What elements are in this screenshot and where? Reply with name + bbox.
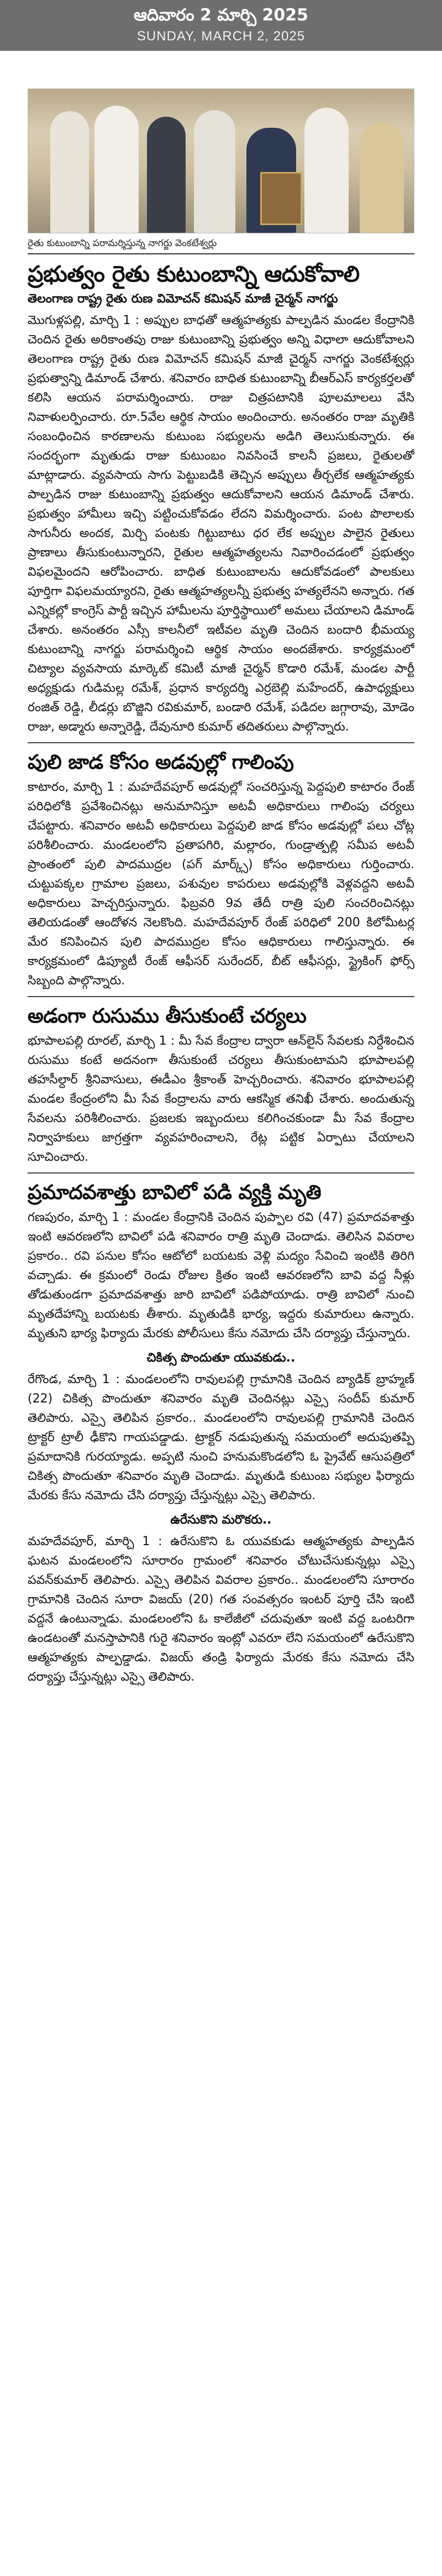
date-english: SUNDAY, MARCH 2, 2025 [136,29,306,44]
section-subhead: ఉరేసుకొని మరొకరు.. [170,1513,272,1527]
subheadline: తెలంగాణ రాష్ట్ర రైతు రుణ విమోచన్ కమిషన్ మాజీ చైర్మన్ నాగర్జు [28,292,338,306]
divider [28,996,414,997]
mini-section-treatment [28,1349,414,1505]
mini-section-suicide [28,1511,414,1687]
divider [28,742,414,743]
article-body: మొగుళ్లపల్లి, మార్చి 1 : అప్పుల బాధతో ఆత్మహత్యకు పాల్పడిన మండల కేంద్రానికి చెందిన రైతు అరికాంతపు రాజు కుటుంబాన్ని ప్రభుత్వం అన్ని విధాలా ఆదుకోవాలని తెలంగాణ రాష్ట్ర రైతు రుణ విమోచన్ కమిషన్ మాజీ చైర్మన్ నాగర్జు వెంకటేశ్వర్లు ప్రభుత్వాన్ని డిమాండ్ చేశారు. శనివారం బాధిత కుటుంబాన్ని బీఆర్ఎస్ కార్యకర్తలతో కలిసి ఆయన పరామర్శించారు. రాజు చిత్రపటానికి పూలమాలలు వేసి నివాళులర్పించారు. రూ.5వేల ఆర్థిక సాయం అందించారు. అనంతరం రాజు మృతికి సంబంధించిన కారణాలను కుటుంబ సభ్యులను అడిగి తెలుసుకున్నారు. ఈ సందర్భంగా మృతుడు రాజు కుటుంబం నివసించే కాలనీ ప్రజలు, రైతులతో మాట్లాడారు. వ్యవసాయ సాగు పెట్టుబడికి తెచ్చిన అప్పులు తీర్చలేక ఆత్మహత్యకు పాల్పడిన రాజు కుటుంబాన్ని ప్రభుత్వం ఆదుకోవాలని ఆయన డిమాండ్ చేశారు. ప్రభుత్వం హామీలు ఇచ్చి పట్టించుకోవడం లేదని విమర్శించారు. పంట పొలాలకు సాగునీరు అందక, మిర్చి పంటకు గిట్టుబాటు ధర లేక అప్పుల పాలైన రైతులు ప్రాణాలు తీసుకుంటున్నారని, రైతుల ఆత్మహత్యలను నివారించడంలో ప్రభుత్వం విఫలమైందని ఆరోపించారు. బాధిత కుటుంబాలను ఆదుకోవడంలో పాలకులు పూర్తిగా విఫలమయ్యారని, రైతు ఆత్మహత్యలన్నీ ప్రభుత్వ హత్యలేనని అన్నారు. గత ఎన్నికల్లో కాంగ్రెస్ పార్టీ ఇచ్చిన హామీలను పూర్తిస్థాయిలో అమలు చేయాలని డిమాండ్ చేశారు. అనంతరం ఎస్సీ కాలనీలో ఇటీవల మృతి చెందిన బందారి భీమయ్య కుటుంబాన్ని నాగర్జు పరామర్శించి ఆర్థిక సాయం అందజేశారు. కార్యక్రమంలో చిట్యాల వ్యవసాయ మార్కెట్ కమిటీ మాజీ చైర్మన్ కొడారి రమేశ్, మండల పార్టీ అధ్యక్షుడు గుడిమల్ల రమేశ్, ప్రధాన కార్యదర్శి ఎర్రబెల్లి మహేందర్, ఉపాధ్యక్షులు రంజిత్ రెడ్డి, లీడర్లు బొజ్జిని రవికుమార్, బండారి రమేశ్, పడిదల జగ్గారావు, మోడెం రాజు, అడ్మారు అన్నారెడ్డి, దేవునూరి కుమార్ తదితరులు పాల్గొన్నారు. [28,314,414,734]
article-tiger [28,749,414,990]
headline: పులి జాడ కోసం అడవుల్లో గాలింపు [28,751,294,774]
headline: అడంగా రుసుము తీసుకుంటే చర్యలు [28,1005,307,1028]
article-meeseva [28,1003,414,1167]
section-subhead: చికిత్స పొందుతూ యువకుడు.. [146,1351,296,1365]
divider [28,1172,414,1174]
date-telugu: ఆదివారం 2 మార్చి 2025 [133,6,308,25]
divider [28,253,414,254]
article-body: భూపాలపల్లి రూరల్, మార్చి 1 : మీ సేవ కేంద్రాల ద్వారా ఆన్‌లైన్ సేవలకు నిర్దేశించిన రుసుము కంటే అదనంగా తీసుకుంటే చర్యలు తీసుకుంటామని భూపాలపల్లి తహసీల్దార్ శ్రీనివాసులు, ఈడీఎం శ్రీకాంత్ హెచ్చరించారు. శనివారం భూపాలపల్లి మండల కేంద్రంలోని మీ సేవ కేంద్రాలను వారు ఆకస్మిక తనిఖీ చేశారు. అందుతున్న సేవలను పరిశీలించారు. ప్రజలకు ఇబ్బందులు కలిగించకుండా మీ సేవ కేంద్రాల నిర్వాహకులు జాగ్రత్తగా వ్యవహరించాలని, రేట్ల పట్టిక ఏర్పాటు చేయాలని సూచించారు. [28,1034,414,1164]
photo-caption: రైతు కుటుంబాన్ని పరామర్శిస్తున్న నాగర్జు వెంకటేశ్వర్లు [28,238,217,249]
article-body: కాటారం, మార్చి 1 : మహదేవపూర్ అడవుల్లో సంచరిస్తున్న పెద్దపులి కాటారం రేంజ్ పరిధిలోకి ప్రవేశించినట్లు అనుమానిస్తూ అటవీ అధికారులు గాలింపు చర్యలు చేపట్టారు. శనివారం అటవీ అధికారులు పెద్దపులి జాడ కోసం అడవుల్లో పలు చోట్ల పరిశీలించారు. మండలంలోని ప్రతాపగిరి, మల్లారం, గుండ్రాత్పల్లి సమీప అటవీ ప్రాంతంలో పులి పాదముద్రల (పగ్ మార్క్స్) కోసం అధికారులు గుర్తించారు. చుట్టుపక్కల గ్రామాల ప్రజలు, పశువుల కాపరులు అడవుల్లోకి వెళ్లవద్దని అటవీ అధికారులు హెచ్చరిస్తున్నారు. ఫిబ్రవరి 9వ తేదీ రాత్రి పులి సంచరించినట్లు తెలియడంతో ఆందోళన నెలకొంది. మహదేవపూర్ రేంజ్ పరిధిలో 200 కిలోమీటర్ల మేర కనిపించిన పులి పాదముద్రల కోసం ఆధికారులు గాలిస్తున్నారు. ఈ కార్యక్రమంలో డిప్యూటీ రేంజ్ ఆఫీసర్ సురేందర్, బీట్ ఆఫీసర్లు, స్ట్రైకింగ్ ఫోర్స్ సిబ్బంది పాల్గొన్నారు. [28,780,414,988]
article-body: రేగొండ, మార్చి 1 : మండలంలోని రావులపల్లి గ్రామానికి చెందిన బ్యాడిక్ బ్రాహ్మణ్ (22) చికిత్స పొందుతూ శనివారం మృతి చెందినట్లు ఎస్సై సందీప్ కుమార్ తెలిపారు. ఎస్సై తెలిపిన ప్రకారం.. మండలంలోని రావులపల్లి గ్రామానికి చెందిన ట్రాక్టర్ ట్రాలీ ఢీకొని గాయపడ్డాడు. ట్రాక్టర్ నడుపుతున్న సమయంలో అదుపుతప్పి ప్రమాదానికి గురయ్యాడు. అప్పటి నుంచి హనుమకొండలోని ఓ ప్రైవేట్ ఆసుపత్రిలో చికిత్స పొందుతూ శనివారం మృతి చెందాడు. మృతుడి కుటుంబ సభ్యుల ఫిర్యాదు మేరకు కేసు నమోదు చేసి దర్యాప్తు చేస్తున్నట్లు ఎస్సై తెలిపారు. [28,1373,414,1503]
article-farmer [28,260,414,737]
news-column [28,88,414,2575]
headline: ప్రమాదవశాత్తు బావిలో పడి వ్యక్తి మృతి [28,1181,322,1204]
headline: ప్రభుత్వం రైతు కుటుంబాన్ని ఆదుకోవాలి [28,262,360,287]
article-well [28,1179,414,1343]
date-banner [0,0,442,51]
article-body: మహదేవపూర్, మార్చి 1 : ఉరేసుకొని ఓ యువకుడు ఆత్మహత్యకు పాల్పడిన ఘటన మండలంలోని సూరారం గ్రామంలో శనివారం చోటుచేసుకున్నట్లు ఎస్సై పవన్‌కుమార్ తెలిపారు. ఎస్సై తెలిపిన వివరాల ప్రకారం.. మండలంలోని సూరారం గ్రామానికి చెందిన సూరా విజయ్ (20) గత సంవత్సరం ఇంటర్ పూర్తి చేసి ఇంటి వద్దనే ఉంటున్నాడు. మండలంలోని ఓ కాలేజీలో చదువుతూ ఇంటి వద్ద ఒంటరిగా ఉండటంతో మనస్తాపానికి గురై శనివారం ఇంట్లో ఎవరూ లేని సమయంలో ఉరేసుకొని ఆత్మహత్యకు పాల్పడ్డాడు. విజయ్ తండ్రి ఫిర్యాదు మేరకు కేసు నమోదు చేసి దర్యాప్తు చేస్తున్నట్లు ఎస్సై తెలిపారు. [28,1535,414,1684]
article-body: గణపురం, మార్చి 1 : మండల కేంద్రానికి చెందిన పుప్పాల రవి (47) ప్రమాదవశాత్తు ఇంటి ఆవరణలోని బావిలో పడి శనివారం రాత్రి మృతి చెందాడు. తెలిసిన వివరాల ప్రకారం.. రవి పనుల కోసం ఆటోలో బయటకు వెళ్లి మద్యం సేవించి ఇంటికి తిరిగి వచ్చాడు. ఈ క్రమంలో రెండు రోజుల క్రితం ఇంటి ఆవరణలోని బావి వద్ద నీళ్లు తోడుతుండగా ప్రమాదవశాత్తు జారి బావిలో పడిపోయాడు. రాత్రి బావిలో నుంచి మృతదేహాన్ని బయటకు తీశారు. మృతుడికి భార్య, ఇద్దరు కుమారులు ఉన్నారు. మృతుని భార్య ఫిర్యాదు మేరకు పోలీసులు కేసు నమోదు చేసి దర్యాప్తు చేస్తున్నారు. [28,1211,414,1341]
news-photo [28,88,414,233]
